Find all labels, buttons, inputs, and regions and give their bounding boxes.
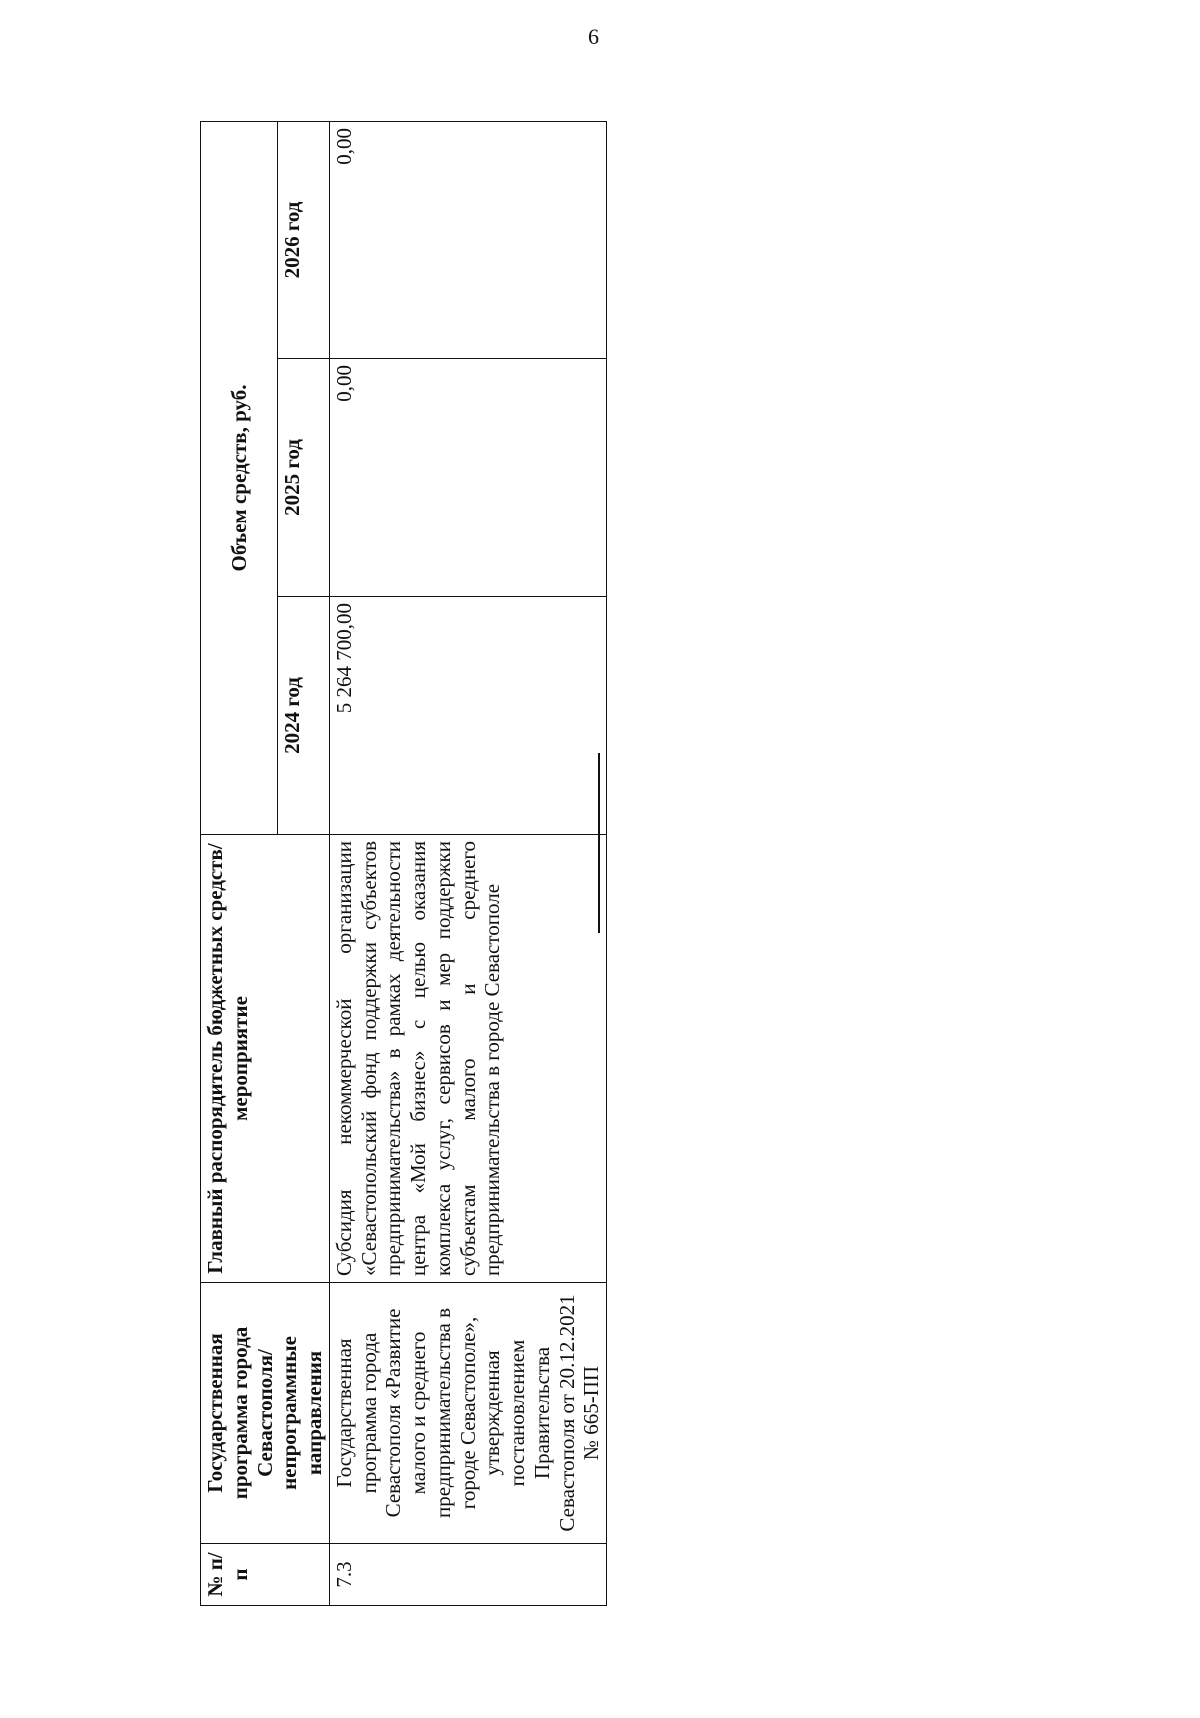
cell-value-2025: 0,00 bbox=[329, 359, 606, 597]
cell-program: Государственная программа города Севастополя «Развитие малого и среднего предпринимательства в городе Севастополе», утвержденная постановлением Правительства Севастополя от 20.12.2021 № 665-ПП bbox=[329, 1283, 606, 1544]
cell-value-2026: 0,00 bbox=[329, 121, 606, 358]
header-year-2025: 2025 год bbox=[278, 359, 330, 597]
page-number: 6 bbox=[588, 24, 599, 49]
cell-num: 7.3 bbox=[329, 1544, 606, 1606]
header-manager: Главный распорядитель бюджетных средств/мероприятие bbox=[201, 835, 330, 1283]
header-year-2026: 2026 год bbox=[278, 121, 330, 358]
budget-table bbox=[200, 121, 607, 1606]
header-row-1 bbox=[201, 121, 278, 1605]
rotated-table-container bbox=[200, 122, 604, 1606]
header-program: Государственная программа города Севастополя/ непрограммные направления bbox=[201, 1283, 330, 1544]
cell-description: Субсидия некоммерческой организации «Севастопольский фонд поддержки субъектов предпринимательства» в рамках деятельности центра «Мой бизнес» с целью оказания комплекса услуг, сервисов и мер поддержки субъектам малого и среднего предпринимательства в городе Севастополе bbox=[329, 835, 606, 1283]
header-year-2024: 2024 год bbox=[278, 597, 330, 835]
cell-value-2024: 5 264 700,00 bbox=[329, 597, 606, 835]
end-separator-line bbox=[598, 753, 600, 933]
table-row bbox=[329, 121, 606, 1605]
header-volume: Объем средств, руб. bbox=[201, 121, 278, 834]
header-num: № п/п bbox=[201, 1544, 330, 1606]
